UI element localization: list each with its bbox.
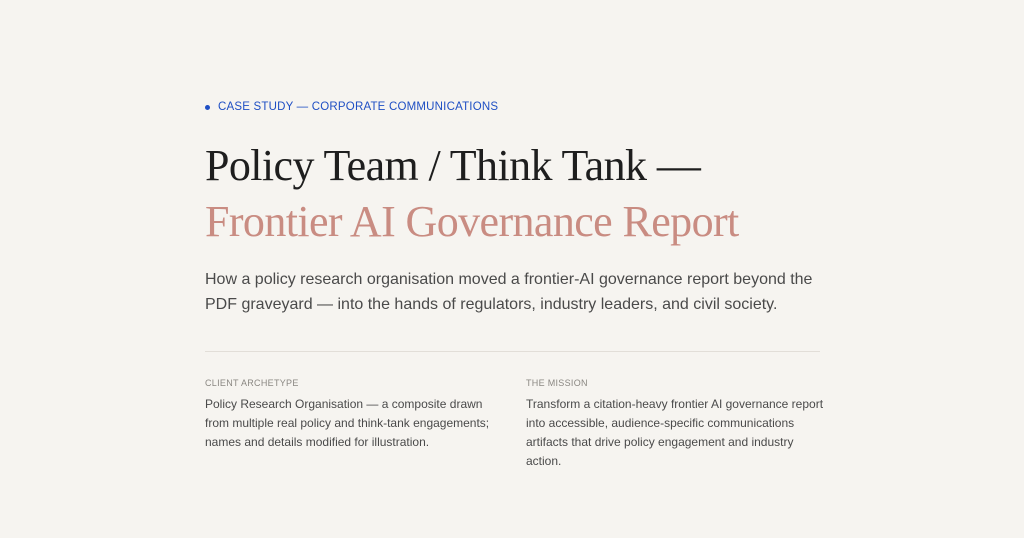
title-main: Policy Team / Think Tank — bbox=[205, 141, 701, 190]
mission-block bbox=[526, 378, 826, 471]
mission-text: Transform a citation-heavy frontier AI governance report into accessible, audience-specific communications artifacts that drive policy engagement and industry action. bbox=[526, 397, 824, 468]
page-title bbox=[205, 138, 820, 250]
lede-paragraph: How a policy research organisation moved a frontier-AI governance report beyond the PDF graveyard — into the hands of regulators, industry leaders, and civil society. bbox=[205, 271, 813, 313]
client-archetype-text: Policy Research Organisation — a composite drawn from multiple real policy and think-tank engagements; names and details modified for illustration. bbox=[205, 397, 490, 449]
client-archetype-block bbox=[205, 378, 505, 452]
client-archetype-label: CLIENT ARCHETYPE bbox=[205, 378, 299, 388]
title-accent: Frontier AI Governance Report bbox=[205, 197, 739, 246]
mission-label: THE MISSION bbox=[526, 378, 588, 388]
eyebrow bbox=[205, 101, 498, 113]
bullet-dot-icon bbox=[205, 105, 210, 110]
eyebrow-label: CASE STUDY — CORPORATE COMMUNICATIONS bbox=[218, 101, 499, 113]
section-divider bbox=[205, 351, 820, 352]
